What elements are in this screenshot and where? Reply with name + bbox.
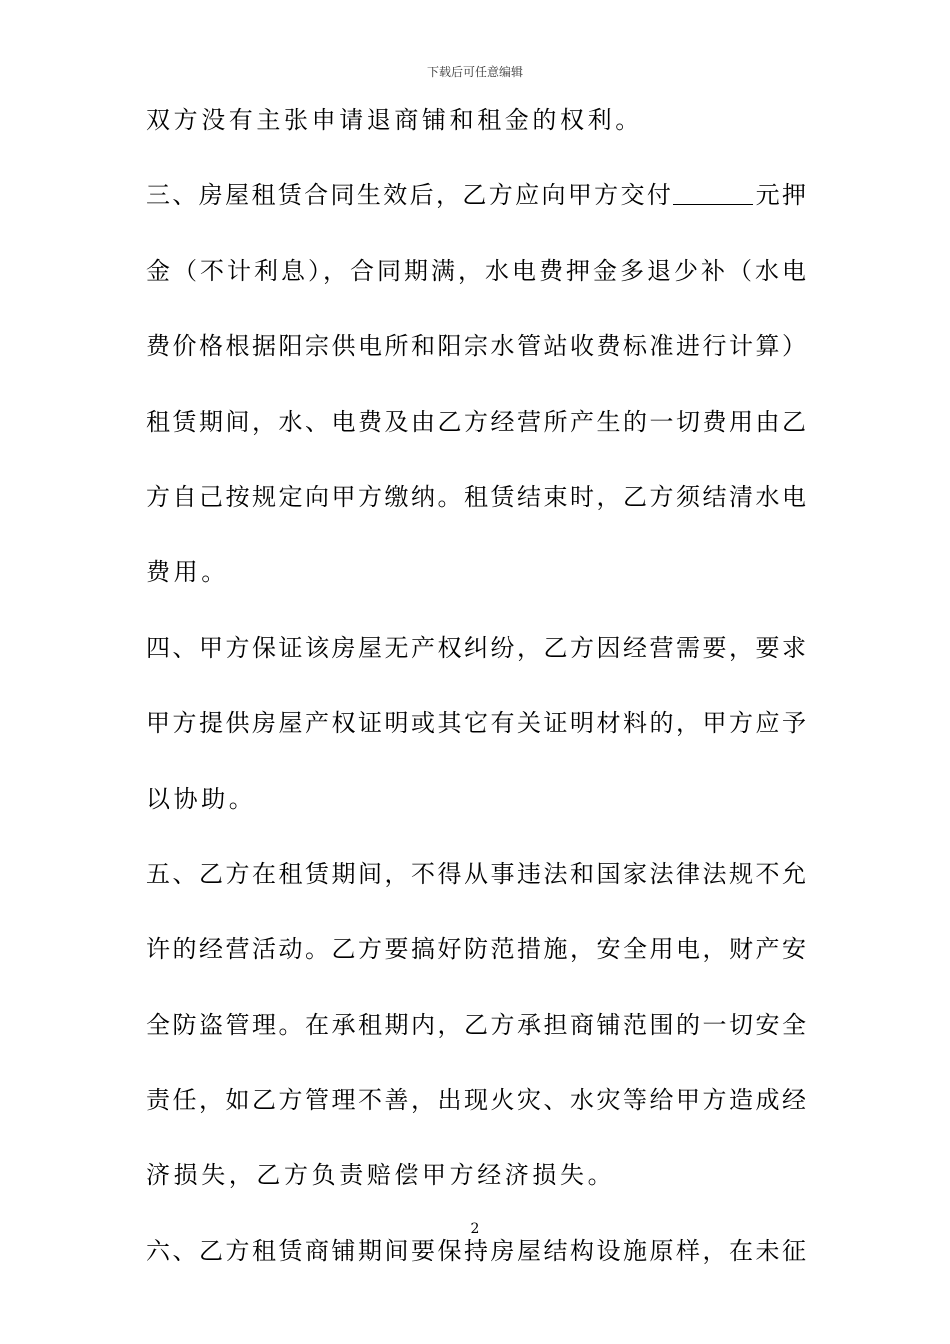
text-line: 责任，如乙方管理不善，出现火灾、水灾等给甲方造成经 xyxy=(146,1086,806,1115)
document-body xyxy=(146,98,806,1304)
text-line: 以协助。 xyxy=(146,784,257,813)
text-line: 六、乙方租赁商铺期间要保持房屋结构设施原样，在未征 xyxy=(146,1236,806,1265)
text-segment: 元押 xyxy=(753,181,807,210)
text-line: 租赁期间，水、电费及由乙方经营所产生的一切费用由乙 xyxy=(146,407,806,436)
page-header: 下载后可任意编辑 xyxy=(426,65,523,79)
page-number: 2 xyxy=(470,1221,480,1237)
text-line: 费用。 xyxy=(146,558,229,587)
text-line: 双方没有主张申请退商铺和租金的权利。 xyxy=(146,106,643,134)
text-line: 甲方提供房屋产权证明或其它有关证明材料的，甲方应予 xyxy=(146,709,806,738)
text-line: 四、甲方保证该房屋无产权纠纷，乙方因经营需要，要求 xyxy=(146,633,806,662)
text-segment: 三、房屋租赁合同生效后，乙方应向甲方交付 xyxy=(146,181,674,210)
deposit-amount-blank xyxy=(673,178,753,205)
text-line: 济损失，乙方负责赔偿甲方经济损失。 xyxy=(146,1161,616,1190)
text-line-with-blank xyxy=(146,173,806,248)
text-line: 全防盗管理。在承租期内，乙方承担商铺范围的一切安全 xyxy=(146,1010,806,1039)
text-line: 方自己按规定向甲方缴纳。租赁结束时，乙方须结清水电 xyxy=(146,482,806,511)
text-line: 许的经营活动。乙方要搞好防范措施，安全用电，财产安 xyxy=(146,935,806,964)
text-line: 费价格根据阳宗供电所和阳宗水管站收费标准进行计算） xyxy=(146,332,806,361)
text-line: 五、乙方在租赁期间，不得从事违法和国家法律法规不允 xyxy=(146,859,806,888)
text-line: 金（不计利息），合同期满，水电费押金多退少补（水电 xyxy=(146,256,806,285)
